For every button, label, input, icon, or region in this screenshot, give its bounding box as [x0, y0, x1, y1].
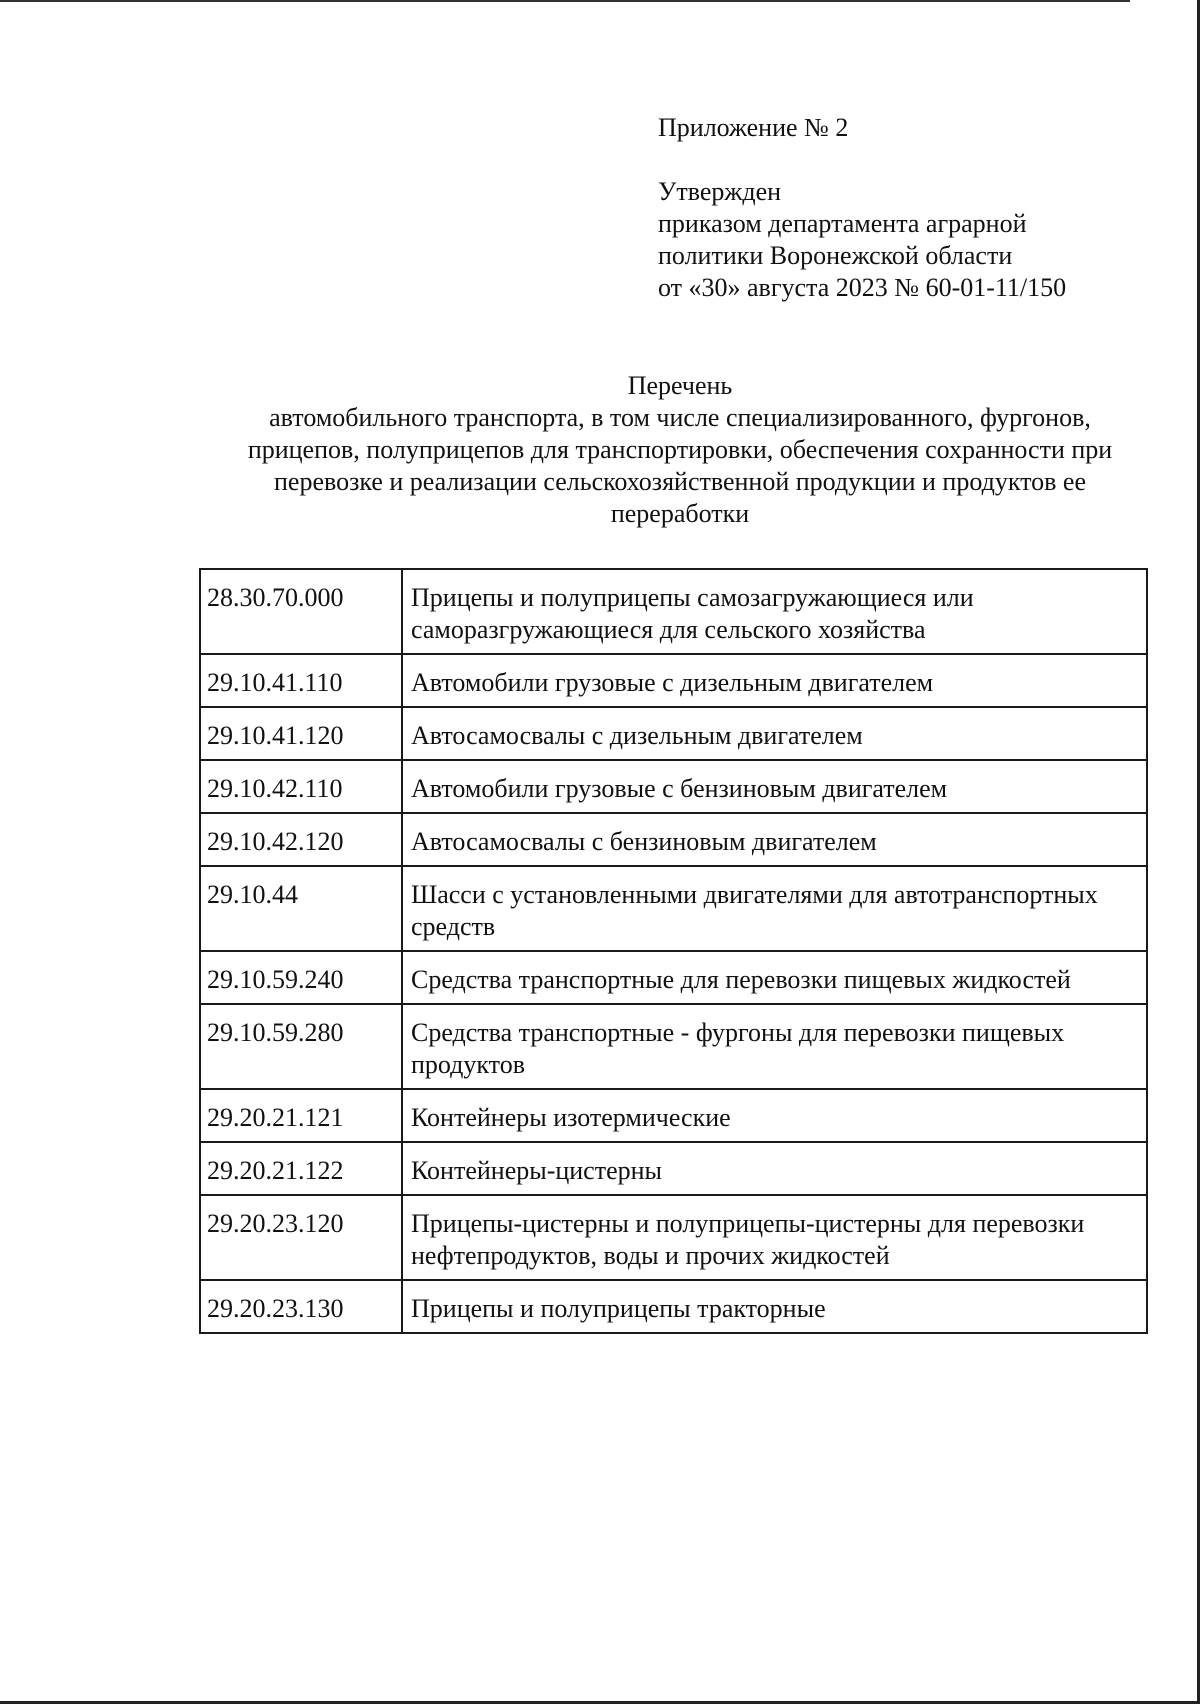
table-row [200, 813, 1147, 866]
table-row [200, 1142, 1147, 1195]
item-name-cell: Контейнеры изотермические [402, 1089, 1147, 1142]
okpd-code-cell: 29.10.41.120 [200, 707, 402, 760]
okpd-code-cell: 29.10.59.240 [200, 951, 402, 1004]
item-name-cell: Автомобили грузовые с бензиновым двигателем [402, 760, 1147, 813]
table-row [200, 569, 1147, 654]
okpd-code-cell: 28.30.70.000 [200, 569, 402, 654]
item-name-cell: Автомобили грузовые с дизельным двигателем [402, 654, 1147, 707]
okpd-code-cell: 29.10.59.280 [200, 1004, 402, 1089]
item-name-cell: Прицепы-цистерны и полуприцепы-цистерны для перевозки нефтепродуктов, воды и прочих жидкостей [402, 1195, 1147, 1280]
approval-line: Утвержден [658, 177, 782, 206]
table-row [200, 654, 1147, 707]
okpd-code-cell: 29.20.23.120 [200, 1195, 402, 1280]
item-name-cell: Автосамосвалы с бензиновым двигателем [402, 813, 1147, 866]
okpd-code-cell: 29.20.21.122 [200, 1142, 402, 1195]
title-line: перевозке и реализации сельскохозяйственной продукции и продуктов ее [273, 467, 1086, 496]
okpd-code-cell: 29.10.41.110 [200, 654, 402, 707]
annex-number: Приложение № 2 [658, 113, 849, 142]
scan-edge-top [0, 0, 1130, 2]
item-name-cell: Прицепы и полуприцепы тракторные [402, 1280, 1147, 1333]
table-row [200, 866, 1147, 951]
table-row [200, 1089, 1147, 1142]
item-name-cell: Прицепы и полуприцепы самозагружающиеся или саморазгружающиеся для сельского хозяйства [402, 569, 1147, 654]
okpd-code-cell: 29.10.44 [200, 866, 402, 951]
title-line: прицепов, полуприцепов для транспортировки, обеспечения сохранности при [247, 435, 1113, 464]
okpd-code-cell: 29.20.21.121 [200, 1089, 402, 1142]
item-name-cell: Средства транспортные - фургоны для перевозки пищевых продуктов [402, 1004, 1147, 1089]
table-row [200, 1004, 1147, 1089]
vehicle-codes-table [199, 568, 1148, 1334]
title-line: переработки [610, 499, 750, 528]
approval-line: приказом департамента аграрной [658, 209, 1027, 238]
item-name-cell: Шасси с установленными двигателями для автотранспортных средств [402, 866, 1147, 951]
table-row [200, 1280, 1147, 1333]
item-name-cell: Контейнеры-цистерны [402, 1142, 1147, 1195]
approval-date-line: от «30» августа 2023 № 60-01-11/150 [658, 273, 1067, 302]
item-name-cell: Средства транспортные для перевозки пищевых жидкостей [402, 951, 1147, 1004]
approval-block [658, 112, 1066, 304]
okpd-code-cell: 29.10.42.120 [200, 813, 402, 866]
table-row [200, 951, 1147, 1004]
table-row [200, 1195, 1147, 1280]
table-row [200, 760, 1147, 813]
table-row [200, 707, 1147, 760]
item-name-cell: Автосамосвалы с дизельным двигателем [402, 707, 1147, 760]
document-title [180, 370, 1180, 530]
okpd-code-cell: 29.20.23.130 [200, 1280, 402, 1333]
approval-line: политики Воронежской области [658, 241, 1013, 270]
title-line: автомобильного транспорта, в том числе специализированного, фургонов, [269, 403, 1091, 432]
okpd-code-cell: 29.10.42.110 [200, 760, 402, 813]
title-heading: Перечень [627, 371, 733, 400]
